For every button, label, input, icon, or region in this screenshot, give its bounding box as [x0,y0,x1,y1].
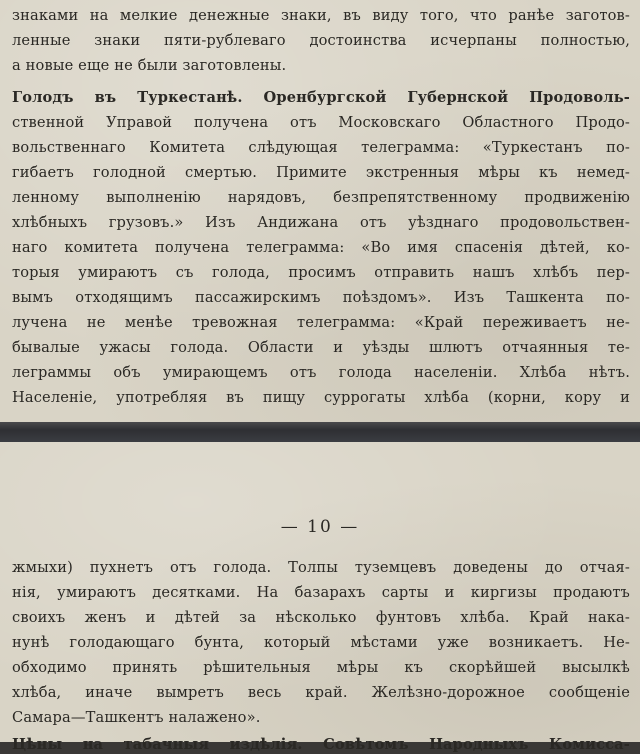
page-divider [0,422,640,442]
text-line: лучена не менѣе тревожная телеграмма: «Край переживаетъ не- [12,314,630,331]
text-line: бывалые ужасы голода. Области и уѣзды шлютъ отчаянныя те- [12,339,630,356]
text-line: а новые еще не были заготовлены. [12,57,287,74]
page-number: — 10 — [280,517,360,537]
section-heading-line: Цѣны на табачныя издѣлія. Совѣтомъ Народныхъ Комисса- [12,736,630,753]
text-line: своихъ женъ и дѣтей за нѣсколько фунтовъ хлѣба. Край нака- [12,609,630,626]
text-line: нунѣ голодающаго бунта, который мѣстами уже возникаетъ. Не- [12,634,630,651]
text-line: хлѣбныхъ грузовъ.» Изъ Андижана отъ уѣзднаго продовольствен- [12,214,630,231]
text-line: наго комитета получена телеграмма: «Во имя спасенія дѣтей, ко- [12,239,630,256]
section-heading-line: Голодъ въ Туркестанѣ. Оренбургской Губернской Продоволь- [12,89,630,106]
text-line: знаками на мелкие денежные знаки, въ виду того, что ранѣе заготов- [12,7,630,24]
text-line: нія, умираютъ десятками. На базарахъ сарты и киргизы продаютъ [12,584,630,601]
page-bottom [0,442,640,753]
text-line: вымъ отходящимъ пассажирскимъ поѣздомъ». Изъ Ташкента по- [12,289,630,306]
text-line: леграммы объ умирающемъ отъ голода населеніи. Хлѣба нѣтъ. [12,364,630,381]
text-line: вольственнаго Комитета слѣдующая телеграмма: «Туркестанъ по- [12,139,630,156]
text-line: Населеніе, употребляя въ пищу суррогаты хлѣба (корни, кору и [12,389,630,406]
text-line: жмыхи) пухнетъ отъ голода. Толпы туземцевъ доведены до отчая- [12,559,630,576]
text-line: Самара—Ташкентъ налажено». [12,709,261,726]
text-line: ленному выполненію нарядовъ, безпрепятственному продвиженію [12,189,630,206]
text-line: гибаетъ голодной смертью. Примите экстренныя мѣры къ немед- [12,164,630,181]
text-line: хлѣба, иначе вымретъ весь край. Желѣзно-дорожное сообщеніе [12,684,630,701]
text-line: обходимо принять рѣшительныя мѣры къ скорѣйшей высылкѣ [12,659,630,676]
text-line: ственной Управой получена отъ Московскаго Областного Продо- [12,114,630,131]
text-line: ленные знаки пяти-рублеваго достоинства исчерпаны полностью, [12,32,630,49]
text-line: торыя умираютъ съ голода, просимъ отправить нашъ хлѣбъ пер- [12,264,630,281]
